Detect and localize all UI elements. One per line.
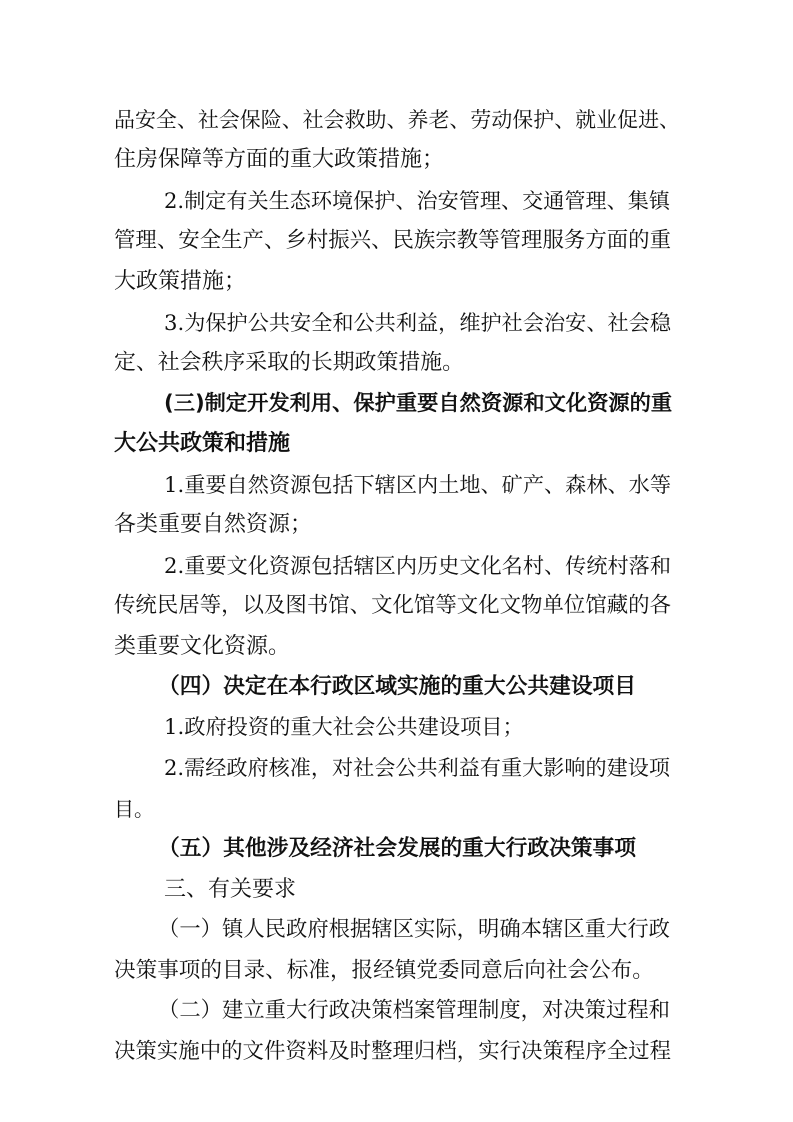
body-text: 大政策措施； [114, 269, 247, 294]
body-text: 2.重要文化资源包括辖区内历史文化名村、传统村落和 [164, 553, 671, 578]
body-text-line [0, 586, 793, 626]
section-heading-line [0, 424, 793, 464]
body-text: 2.制定有关生态环境保护、治安管理、交通管理、集镇 [164, 188, 670, 213]
body-text-line [0, 748, 793, 788]
body-text-line [0, 546, 793, 586]
body-text-line [0, 465, 793, 505]
body-text-line [0, 181, 793, 221]
section-heading-line [0, 829, 793, 869]
body-text: 1.政府投资的重大社会公共建设项目； [164, 715, 524, 740]
body-text: （一）镇人民政府根据辖区实际，明确本辖区重大行政 [158, 917, 670, 942]
body-text-line [0, 991, 793, 1031]
body-text: 品安全、社会保险、社会救助、养老、劳动保护、就业促进、 [114, 108, 680, 132]
body-text-line [0, 627, 793, 667]
body-text-line [0, 343, 793, 383]
body-text: 传统民居等，以及图书馆、文化馆等文化文物单位馆藏的各 [114, 593, 671, 618]
section-heading-line [0, 667, 793, 707]
body-text-line [0, 870, 793, 910]
body-text: 三、有关要求 [164, 877, 297, 902]
body-text-line [0, 100, 793, 140]
body-text-line [0, 262, 793, 302]
body-text: 目。 [114, 797, 154, 821]
body-text: （二）建立重大行政决策档案管理制度，对决策过程和 [158, 998, 670, 1023]
body-text: 类重要文化资源。 [114, 634, 291, 659]
body-text-line [0, 505, 793, 545]
section-heading: （五）其他涉及经济社会发展的重大行政决策事项 [158, 836, 636, 861]
body-text-line [0, 303, 793, 343]
body-text: 决策事项的目录、标准，报经镇党委同意后向社会公布。 [114, 958, 654, 983]
section-heading: （四）决定在本行政区域实施的重大公共建设项目 [158, 674, 636, 699]
body-text: 决策实施中的文件资料及时整理归档，实行决策程序全过程 [114, 1039, 671, 1064]
body-text-line [0, 221, 793, 261]
body-text: 住房保障等方面的重大政策措施； [114, 147, 445, 172]
body-text-line [0, 789, 793, 829]
body-text: 定、社会秩序采取的长期政策措施。 [114, 350, 464, 375]
section-heading: 大公共政策和措施 [114, 431, 291, 456]
body-text: 管理、安全生产、乡村振兴、民族宗教等管理服务方面的重 [114, 228, 671, 253]
body-text: 2.需经政府核准，对社会公共利益有重大影响的建设项 [164, 755, 670, 780]
body-text-line [0, 910, 793, 950]
body-text: 1.重要自然资源包括下辖区内土地、矿产、森林、水等 [164, 472, 671, 497]
body-text-line [0, 140, 793, 180]
body-text: 各类重要自然资源； [114, 512, 313, 537]
body-text: 3.为保护公共安全和公共利益，维护社会治安、社会稳 [164, 310, 671, 335]
body-text-line [0, 1032, 793, 1072]
section-heading-line [0, 384, 793, 424]
body-text-line [0, 708, 793, 748]
body-text-line [0, 951, 793, 991]
section-heading: (三)制定开发利用、保护重要自然资源和文化资源的重 [164, 391, 673, 416]
